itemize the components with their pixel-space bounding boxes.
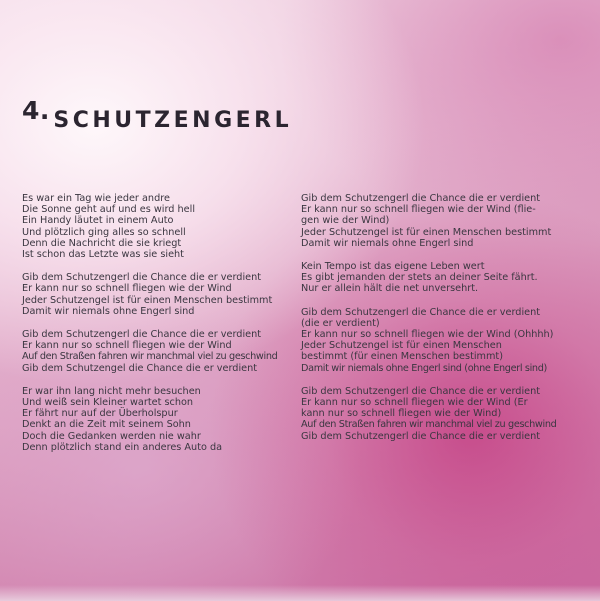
lyric-line: gen wie der Wind) bbox=[301, 215, 390, 227]
bridge bbox=[301, 261, 591, 295]
track-number: 4 bbox=[22, 96, 40, 125]
lyric-line: Damit wir niemals ohne Engerl sind bbox=[22, 305, 195, 317]
lyric-line: Damit wir niemals ohne Engerl sind bbox=[301, 237, 474, 249]
lyric-line: Kein Tempo ist das eigene Leben wert bbox=[301, 261, 485, 273]
lyric-line: Jeder Schutzengel ist für einen Menschen bbox=[301, 340, 502, 352]
lyric-line: (die er verdient) bbox=[301, 317, 380, 329]
lyric-line: Er war ihn lang nicht mehr besuchen bbox=[22, 385, 201, 397]
chorus-3 bbox=[301, 193, 591, 249]
lyric-line: Und plötzlich ging alles so schnell bbox=[22, 226, 186, 238]
lyric-line: Doch die Gedanken werden nie wahr bbox=[22, 430, 201, 442]
lyric-line: Damit wir niemals ohne Engerl sind (ohne Engerl sind) bbox=[301, 362, 547, 374]
lyric-line: Gib dem Schutzengerl die Chance die er verdient bbox=[22, 329, 262, 341]
chorus-1 bbox=[22, 272, 292, 317]
lyric-line: Er kann nur so schnell fliegen wie der Wind (Ohhhh) bbox=[301, 329, 554, 341]
lyric-line: Gib dem Schutzengerl die Chance die er verdient bbox=[301, 430, 541, 442]
song-title bbox=[22, 89, 293, 133]
lyric-line: Er fährt nur auf der Überholspur bbox=[22, 408, 178, 420]
lyric-line: Und weiß sein Kleiner wartet schon bbox=[22, 397, 194, 409]
lyric-line: Gib dem Schutzengerl die Chance die er verdient bbox=[301, 306, 541, 318]
lyric-line: Gib dem Schutzengerl die Chance die er verdient bbox=[22, 272, 262, 284]
lyric-line: Gib dem Schutzengerl die Chance die er verdient bbox=[301, 385, 541, 397]
lyric-line: Er kann nur so schnell fliegen wie der Wind bbox=[22, 340, 232, 352]
lyric-line: Denn plötzlich stand ein anderes Auto da bbox=[22, 441, 223, 453]
lyric-line: Denn die Nachricht die sie kriegt bbox=[22, 237, 182, 249]
lyric-line: Gib dem Schutzengerl die Chance die er verdient bbox=[301, 193, 541, 204]
lyric-line: Auf den Straßen fahren wir manchmal viel zu geschwind bbox=[22, 351, 278, 363]
lyrics-right-column bbox=[301, 193, 591, 442]
lyric-line: Er kann nur so schnell fliegen wie der Wind bbox=[22, 283, 232, 295]
lyric-line: Denkt an die Zeit mit seinem Sohn bbox=[22, 419, 191, 431]
chorus-4 bbox=[301, 307, 591, 374]
chorus-2 bbox=[22, 329, 292, 374]
lyric-line: Ist schon das Letzte was sie sieht bbox=[22, 249, 184, 261]
lyric-line: Ein Handy läutet in einem Auto bbox=[22, 215, 174, 227]
track-number-dot: . bbox=[39, 96, 50, 125]
chorus-5 bbox=[301, 386, 591, 442]
verse-2 bbox=[22, 386, 292, 453]
lyric-line: Gib dem Schutzengel die Chance die er verdient bbox=[22, 362, 258, 374]
song-title-text: SCHUTZENGERL bbox=[53, 108, 293, 133]
lyric-line: Auf den Straßen fahren wir manchmal viel zu geschwind bbox=[301, 419, 557, 431]
lyric-line: Er kann nur so schnell fliegen wie der Wind (flie- bbox=[301, 204, 536, 216]
verse-1 bbox=[22, 193, 292, 260]
lyric-line: Die Sonne geht auf und es wird hell bbox=[22, 204, 196, 216]
lyric-line: Es war ein Tag wie jeder andre bbox=[22, 193, 170, 204]
lyric-line: Jeder Schutzengel ist für einen Menschen bestimmt bbox=[301, 226, 552, 238]
lyrics-left-column bbox=[22, 193, 292, 453]
lyric-line: Es gibt jemanden der stets an deiner Seite fährt. bbox=[301, 272, 538, 284]
page-edge bbox=[0, 585, 600, 601]
lyric-line: Jeder Schutzengel ist für einen Menschen bestimmt bbox=[22, 294, 273, 306]
lyric-line: kann nur so schnell fliegen wie der Wind) bbox=[301, 408, 502, 420]
lyric-line: bestimmt (für einen Menschen bestimmt) bbox=[301, 351, 504, 363]
lyric-line: Nur er allein hält die net unversehrt. bbox=[301, 283, 479, 295]
lyric-line: Er kann nur so schnell fliegen wie der Wind (Er bbox=[301, 397, 528, 409]
